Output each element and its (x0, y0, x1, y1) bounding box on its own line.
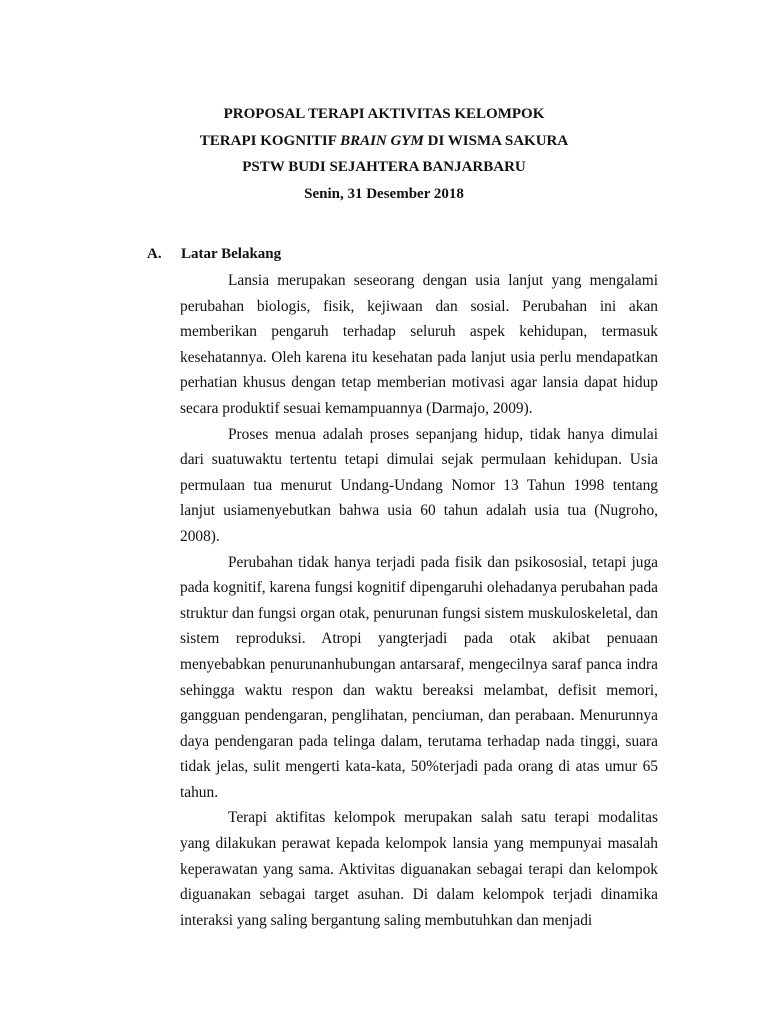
paragraph: Lansia merupakan seseorang dengan usia lanjut yang mengalami perubahan biologis, fisik, kejiwaan dan sosial. Perubahan ini akan memberikan pengaruh terhadap seluruh aspek kehidupan, termasuk kesehatannya. Oleh karena itu kesehatan pada lanjut usia perlu mendapatkan perhatian khusus dengan tetap memberian motivasi agar lansia dapat hidup secara produktif sesuai kemampuannya (Darmajo, 2009). (180, 272, 658, 417)
paragraph: Terapi aktifitas kelompok merupakan salah satu terapi modalitas yang dilakukan perawat kepada kelompok lansia yang mempunyai masalah keperawatan yang sama. Aktivitas diguanakan sebagai terapi dan kelompok diguanakan sebagai target asuhan. Di dalam kelompok terjadi dinamika interaksi yang saling bergantung saling membutuhkan dan menjadi (180, 809, 658, 929)
section-letter: A. (147, 246, 162, 262)
document-title (0, 101, 768, 207)
title-line-2 (0, 128, 768, 155)
paragraph: Perubahan tidak hanya terjadi pada fisik dan psikososial, tetapi juga pada kognitif, karena fungsi kognitif dipengaruhi olehadanya perubahan pada struktur dan fungsi organ otak, penurunan fungsi sistem muskuloskeletal, dan sistem reproduksi. Atropi yangterjadi pada otak akibat penuaan menyebabkan penurunanhubungan antarsaraf, mengecilnya saraf panca indra sehingga waktu respon dan waktu bereaksi melambat, defisit memori, gangguan pendengaran, penglihatan, penciuman, dan perabaan. Menurunnya daya pendengaran pada telinga dalam, terutama terhadap nada tinggi, suara tidak jelas, sulit mengerti kata-kata, 50%terjadi pada orang di atas umur 65 tahun. (180, 553, 658, 801)
document-date: Senin, 31 Desember 2018 (304, 185, 464, 202)
section-title: Latar Belakang (181, 246, 282, 262)
paragraph: Proses menua adalah proses sepanjang hidup, tidak hanya dimulai dari suatuwaktu tertentu tetapi dimulai sejak permulaan kehidupan. Usia permulaan tua menurut Undang-Undang Nomor 13 Tahun 1998 tentang lanjut usiamenyebutkan bahwa usia 60 tahun adalah usia tua (Nugroho, 2008). (180, 425, 658, 545)
title-line-3: PSTW BUDI SEJAHTERA BANJARBARU (242, 159, 526, 175)
title-line-2-italic: BRAIN GYM (340, 132, 424, 149)
body-text (180, 268, 658, 933)
title-line-2-suffix: DI WISMA SAKURA (423, 132, 569, 149)
section-heading (147, 244, 281, 264)
title-line-2-prefix: TERAPI KOGNITIF (199, 132, 341, 149)
title-line-1: PROPOSAL TERAPI AKTIVITAS KELOMPOK (223, 106, 545, 122)
